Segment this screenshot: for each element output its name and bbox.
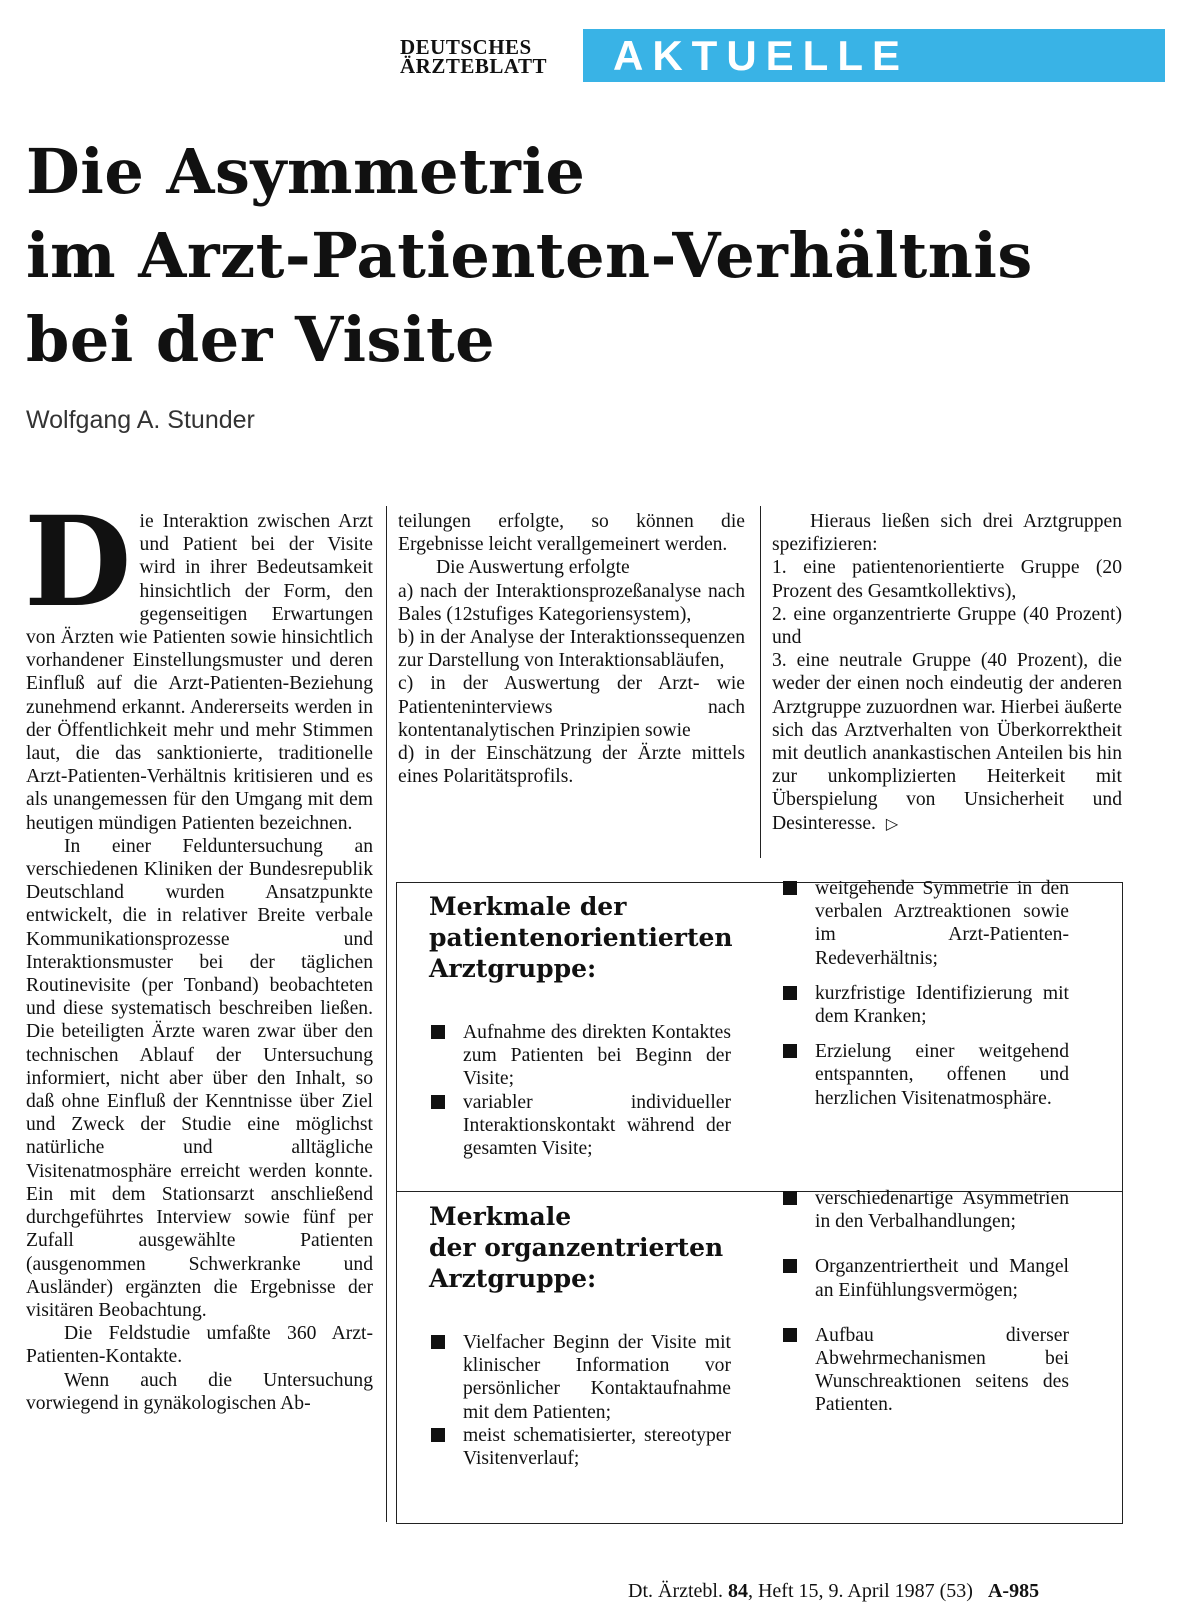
square-bullet-icon [431,1428,445,1442]
group-item-3-text: 3. eine neutrale Gruppe (40 Prozent), die weder der einen noch eindeutig der anderen Arztgruppe zuzuordnen war. Hierbei äußerte sich das Arztverhalten von Überkorrektheit mit deutlich anankastischen Anteilen bis hin zur unkomplizierten Heiterkeit mit Überspielung von Unsicherheit und Desinteresse. [772,650,1122,834]
paragraph-contacts: Die Feldstudie umfaßte 360 Arzt-Patienten-Kontakte. [26,1323,373,1368]
column-rule-2 [760,506,761,858]
box-heading-organ-centered [429,1201,723,1294]
box-heading-line: Merkmale der [429,892,627,921]
continue-arrow-icon: ▷ [885,815,899,833]
square-bullet-icon [783,1328,797,1342]
list-item: Vielfacher Beginn der Visite mit klinischer Information vor persönlicher Kontaktaufnahme mit dem Patienten; [431,1331,731,1424]
column-rule-1 [386,506,387,1522]
paragraph-groups: Hieraus ließen sich drei Arztgruppen spezifizieren: [772,511,1122,556]
list-item: weitgehende Symmetrie in den verbalen Arztreaktionen sowie im Arzt-Patienten-Redeverhältnis; [783,877,1069,970]
box-heading-line: patientenorientierten [429,923,733,952]
list-item: Aufbau diverser Abwehrmechanismen bei Wunschreaktionen seitens des Patienten. [783,1324,1069,1417]
page-footer [628,1580,1039,1603]
article-author: Wolfgang A. Stunder [26,406,255,434]
list-item: verschiedenartige Asymmetrien in den Verbalhandlungen; [783,1187,1069,1233]
list-item: meist schematisierter, stereotyper Visitenverlauf; [431,1424,731,1470]
square-bullet-icon [783,986,797,1000]
evaluation-item-d: d) in der Einschätzung der Ärzte mittels eines Polaritätsprofils. [398,743,745,788]
evaluation-item-c: c) in der Auswertung der Arzt- wie Patienteninterviews nach kontentanalytischen Prinzipien sowie [398,673,745,741]
square-bullet-icon [431,1025,445,1039]
patient-oriented-list-right [783,877,1069,1110]
body-column-2 [398,510,745,788]
patient-oriented-list-left [431,1021,731,1160]
paragraph-intro-text: ie Interaktion zwischen Arzt und Patient bei der Visite wird in ihrer Bedeutsamkeit hinsichtlich der Form, den gegenseitigen Erwartungen von Ärzten wie Patienten sowie hinsichtlich vorhandener Einstellungsmuster und deren Einfluß auf die Arzt-Patienten-Beziehung zunehmend erkannt. Andererseits werden in der Öffentlichkeit mehr und mehr Stimmen laut, die das sanktionierte, traditionelle Arzt-Patienten-Verhältnis kritisieren und es als unangemessen für den Umgang mit dem heutigen mündigen Patienten bezeichnen. [26,511,373,834]
box-heading-line: Arztgruppe: [429,954,597,983]
box-heading-patient-oriented [429,891,733,984]
paragraph-departments: Wenn auch die Untersuchung vorwiegend in gynäkologischen Ab- [26,1369,373,1414]
summary-box [396,878,1123,1524]
journal-name-line1: DEUTSCHES [400,35,532,59]
square-bullet-icon [431,1335,445,1349]
box-heading-line: Arztgruppe: [429,1264,597,1293]
title-line-3: bei der Visite [26,303,496,376]
footer-issue: , Heft 15, 9. April 1987 (53) [747,1580,973,1602]
article-title [26,130,1033,382]
evaluation-item-a: a) nach der Interaktionsprozeßanalyse nach Bales (12stufiges Kategoriensystem), [398,580,745,625]
box-heading-line: Merkmale [429,1202,572,1231]
footer-volume: 84 [727,1580,748,1602]
body-column-3 [772,510,1122,836]
box-heading-line: der organzentrierten [429,1233,724,1262]
square-bullet-icon [431,1095,445,1109]
body-column-1 [24,490,373,1415]
list-item: kurzfristige Identifizierung mit dem Kranken; [783,982,1069,1028]
organ-centered-list-left [431,1331,731,1470]
square-bullet-icon [783,1259,797,1273]
group-item-1: 1. eine patientenorientierte Gruppe (20 Prozent des Gesamtkollektivs), [772,557,1122,602]
list-item: Organzentriertheit und Mangel an Einfühlungsvermögen; [783,1255,1069,1301]
group-item-2: 2. eine organzentrierte Gruppe (40 Prozent) und [772,603,1122,649]
footer-page-number: A-985 [987,1580,1040,1602]
paragraph-intro [24,490,373,835]
square-bullet-icon [783,881,797,895]
evaluation-item-b: b) in der Analyse der Interaktionssequenzen zur Darstellung von Interaktionsabläufen, [398,627,745,672]
paragraph-field-study: In einer Felduntersuchung an verschiedenen Kliniken der Bundesrepublik Deutschland wurden Ansatzpunkte entwickelt, die in relativer Breite verbale Kommunikationsprozesse und Interaktionsmuster bei der täglichen Routinevisite (per Tonband) beobachteten und diese systematisch beschreiben ließen. Die beteiligten Ärzte waren zwar über den technischen Ablauf der Untersuchung informiert, nicht aber über den Inhalt, so daß ohne Einfluß der Kenntnisse über Ziel und Zweck der Studie eine möglichst natürliche und alltägliche Visitenatmosphäre erreicht werden konnte. Ein mit dem Stationsarzt anschließend durchgeführtes Interview sowie fünf per Zufall ausgewählte Patienten (ausgenommen Schwerkranke und Ausländer) ergänzten die Ergebnisse der visitären Beobachtung. [26,835,373,1321]
journal-masthead [400,35,547,78]
list-item: Aufnahme des direkten Kontaktes zum Patienten bei Beginn der Visite; [431,1021,731,1091]
organ-centered-list-right [783,1187,1069,1417]
list-item: variabler individueller Interaktionskontakt während der gesamten Visite; [431,1091,731,1161]
title-line-1: Die Asymmetrie [26,135,586,208]
group-item-3 [772,649,1122,836]
title-line-2: im Arzt-Patienten-Verhältnis [26,219,1033,292]
paragraph-evaluation: Die Auswertung erfolgte [436,557,630,579]
square-bullet-icon [783,1191,797,1205]
square-bullet-icon [783,1044,797,1058]
paragraph-generalization: teilungen erfolgte, so können die Ergebnisse leicht verallgemeinert werden. [398,511,745,556]
section-banner: AKTUELLE MEDIZIN [583,29,1165,82]
journal-name-line2: ÄRZTEBLATT [400,54,547,78]
list-item: Erzielung einer weitgehend entspannten, offenen und herzlichen Visitenatmosphäre. [783,1040,1069,1110]
footer-journal: Dt. Ärztebl. [628,1580,723,1602]
drop-cap: D [24,490,132,635]
